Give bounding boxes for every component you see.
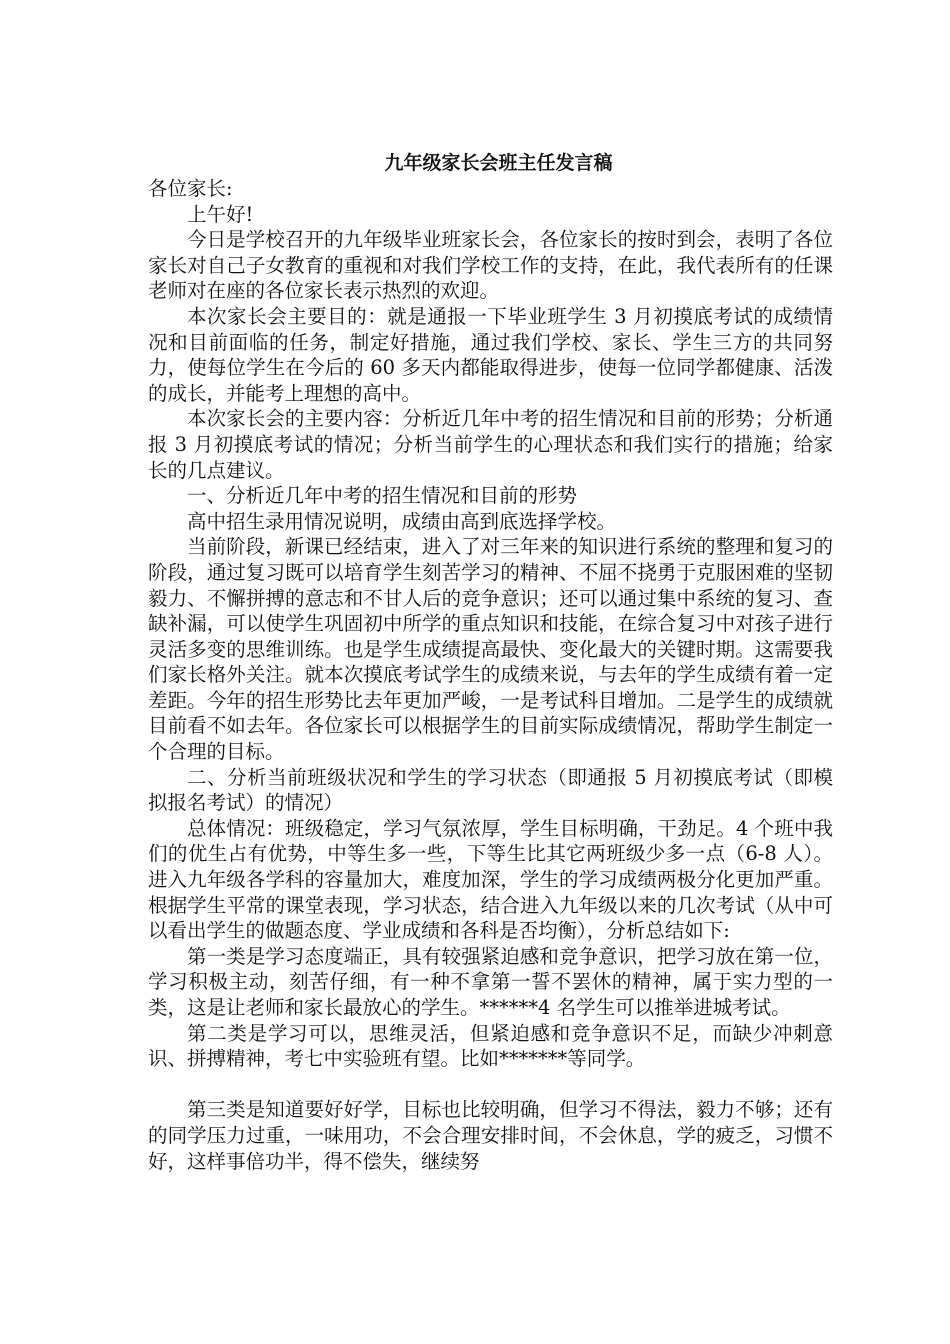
review-stage-paragraph: 当前阶段，新课已经结束，进入了对三年来的知识进行系统的整理和复习的阶段，通过复习既可以培育学生刻苦学习的精神、不屈不挠勇于克服困难的坚韧毅力、不懈拼搏的意志和不甘人后的竞争意识；还可以通过集中系统的复习、查缺补漏，可以使学生巩固初中所学的重点知识和技能，在综合复习中对孩子进行灵活多变的思维训练。也是学生成绩提高最快、变化最大的关键时期。这需要我们家长格外关注。就本次摸底考试学生的成绩来说，与去年的学生成绩有着一定差距。今年的招生形势比去年更加严峻，一是考试科目增加。二是学生的成绩就目前看不如去年。各位家长可以根据学生的目前实际成绩情况，帮助学生制定一个合理的目标。 xyxy=(148,535,833,764)
category-two-paragraph: 第二类是学习可以，思维灵活，但紧迫感和竞争意识不足，而缺少冲刺意识、拼搏精神，考七中实验班有望。比如*******等同学。 xyxy=(148,1021,833,1071)
category-one-paragraph: 第一类是学习态度端正，具有较强紧迫感和竞争意识，把学习放在第一位，学习积极主动，刻苦仔细，有一种不拿第一誓不罢休的精神，属于实力型的一类，这是让老师和家长最放心的学生。******4 名学生可以推举进城考试。 xyxy=(148,944,833,1019)
admission-paragraph: 高中招生录用情况说明，成绩由高到底选择学校。 xyxy=(187,509,617,533)
category-three-paragraph: 第三类是知道要好好学，目标也比较明确，但学习不得法，毅力不够；还有的同学压力过重，一味用功，不会合理安排时间，不会休息，学的疲乏，习惯不好，这样事倍功半，得不偿失，继续努 xyxy=(148,1098,833,1173)
document-title: 九年级家长会班主任发言稿 xyxy=(384,152,613,174)
document-body xyxy=(148,150,833,1174)
overall-situation-paragraph: 总体情况：班级稳定，学习气氛浓厚，学生目标明确，干劲足。4 个班中我们的优生占有优势，中等生多一些，下等生比其它两班级少多一点（6-8 人）。进入九年级各学科的容量加大，难度加深，学生的学习成绩两极分化更加严重。根据学生平常的课堂表现，学习状态，结合进入九年级以来的几次考试（从中可以看出学生的做题态度、学业成绩和各科是否均衡），分析总结如下: xyxy=(148,816,833,943)
blank-line xyxy=(148,1072,833,1098)
purpose-paragraph: 本次家长会主要目的：就是通报一下毕业班学生 3 月初摸底考试的成绩情况和目前面临的任务，制定好措施，通过我们学校、家长、学生三方的共同努力，使每位学生在今后的 60 多天内都能取得进步，使每一位同学都健康、活泼的成长，并能考上理想的高中。 xyxy=(148,304,833,405)
section-heading-1: 一、分析近几年中考的招生情况和目前的形势 xyxy=(187,484,578,508)
welcome-paragraph: 今日是学校召开的九年级毕业班家长会，各位家长的按时到会，表明了各位家长对自己子女教育的重视和对我们学校工作的支持，在此，我代表所有的任课老师对在座的各位家长表示热烈的欢迎。 xyxy=(148,228,833,303)
section-heading-2: 二、分析当前班级状况和学生的学习状态（即通报 5 月初摸底考试（即模拟报名考试）的情况） xyxy=(148,765,833,815)
salutation: 各位家长: xyxy=(148,177,233,200)
greeting-paragraph: 上午好! xyxy=(187,202,254,226)
agenda-paragraph: 本次家长会的主要内容：分析近几年中考的招生情况和目前的形势；分析通报 3 月初摸底考试的情况；分析当前学生的心理状态和我们实行的措施；给家长的几点建议。 xyxy=(148,407,833,482)
